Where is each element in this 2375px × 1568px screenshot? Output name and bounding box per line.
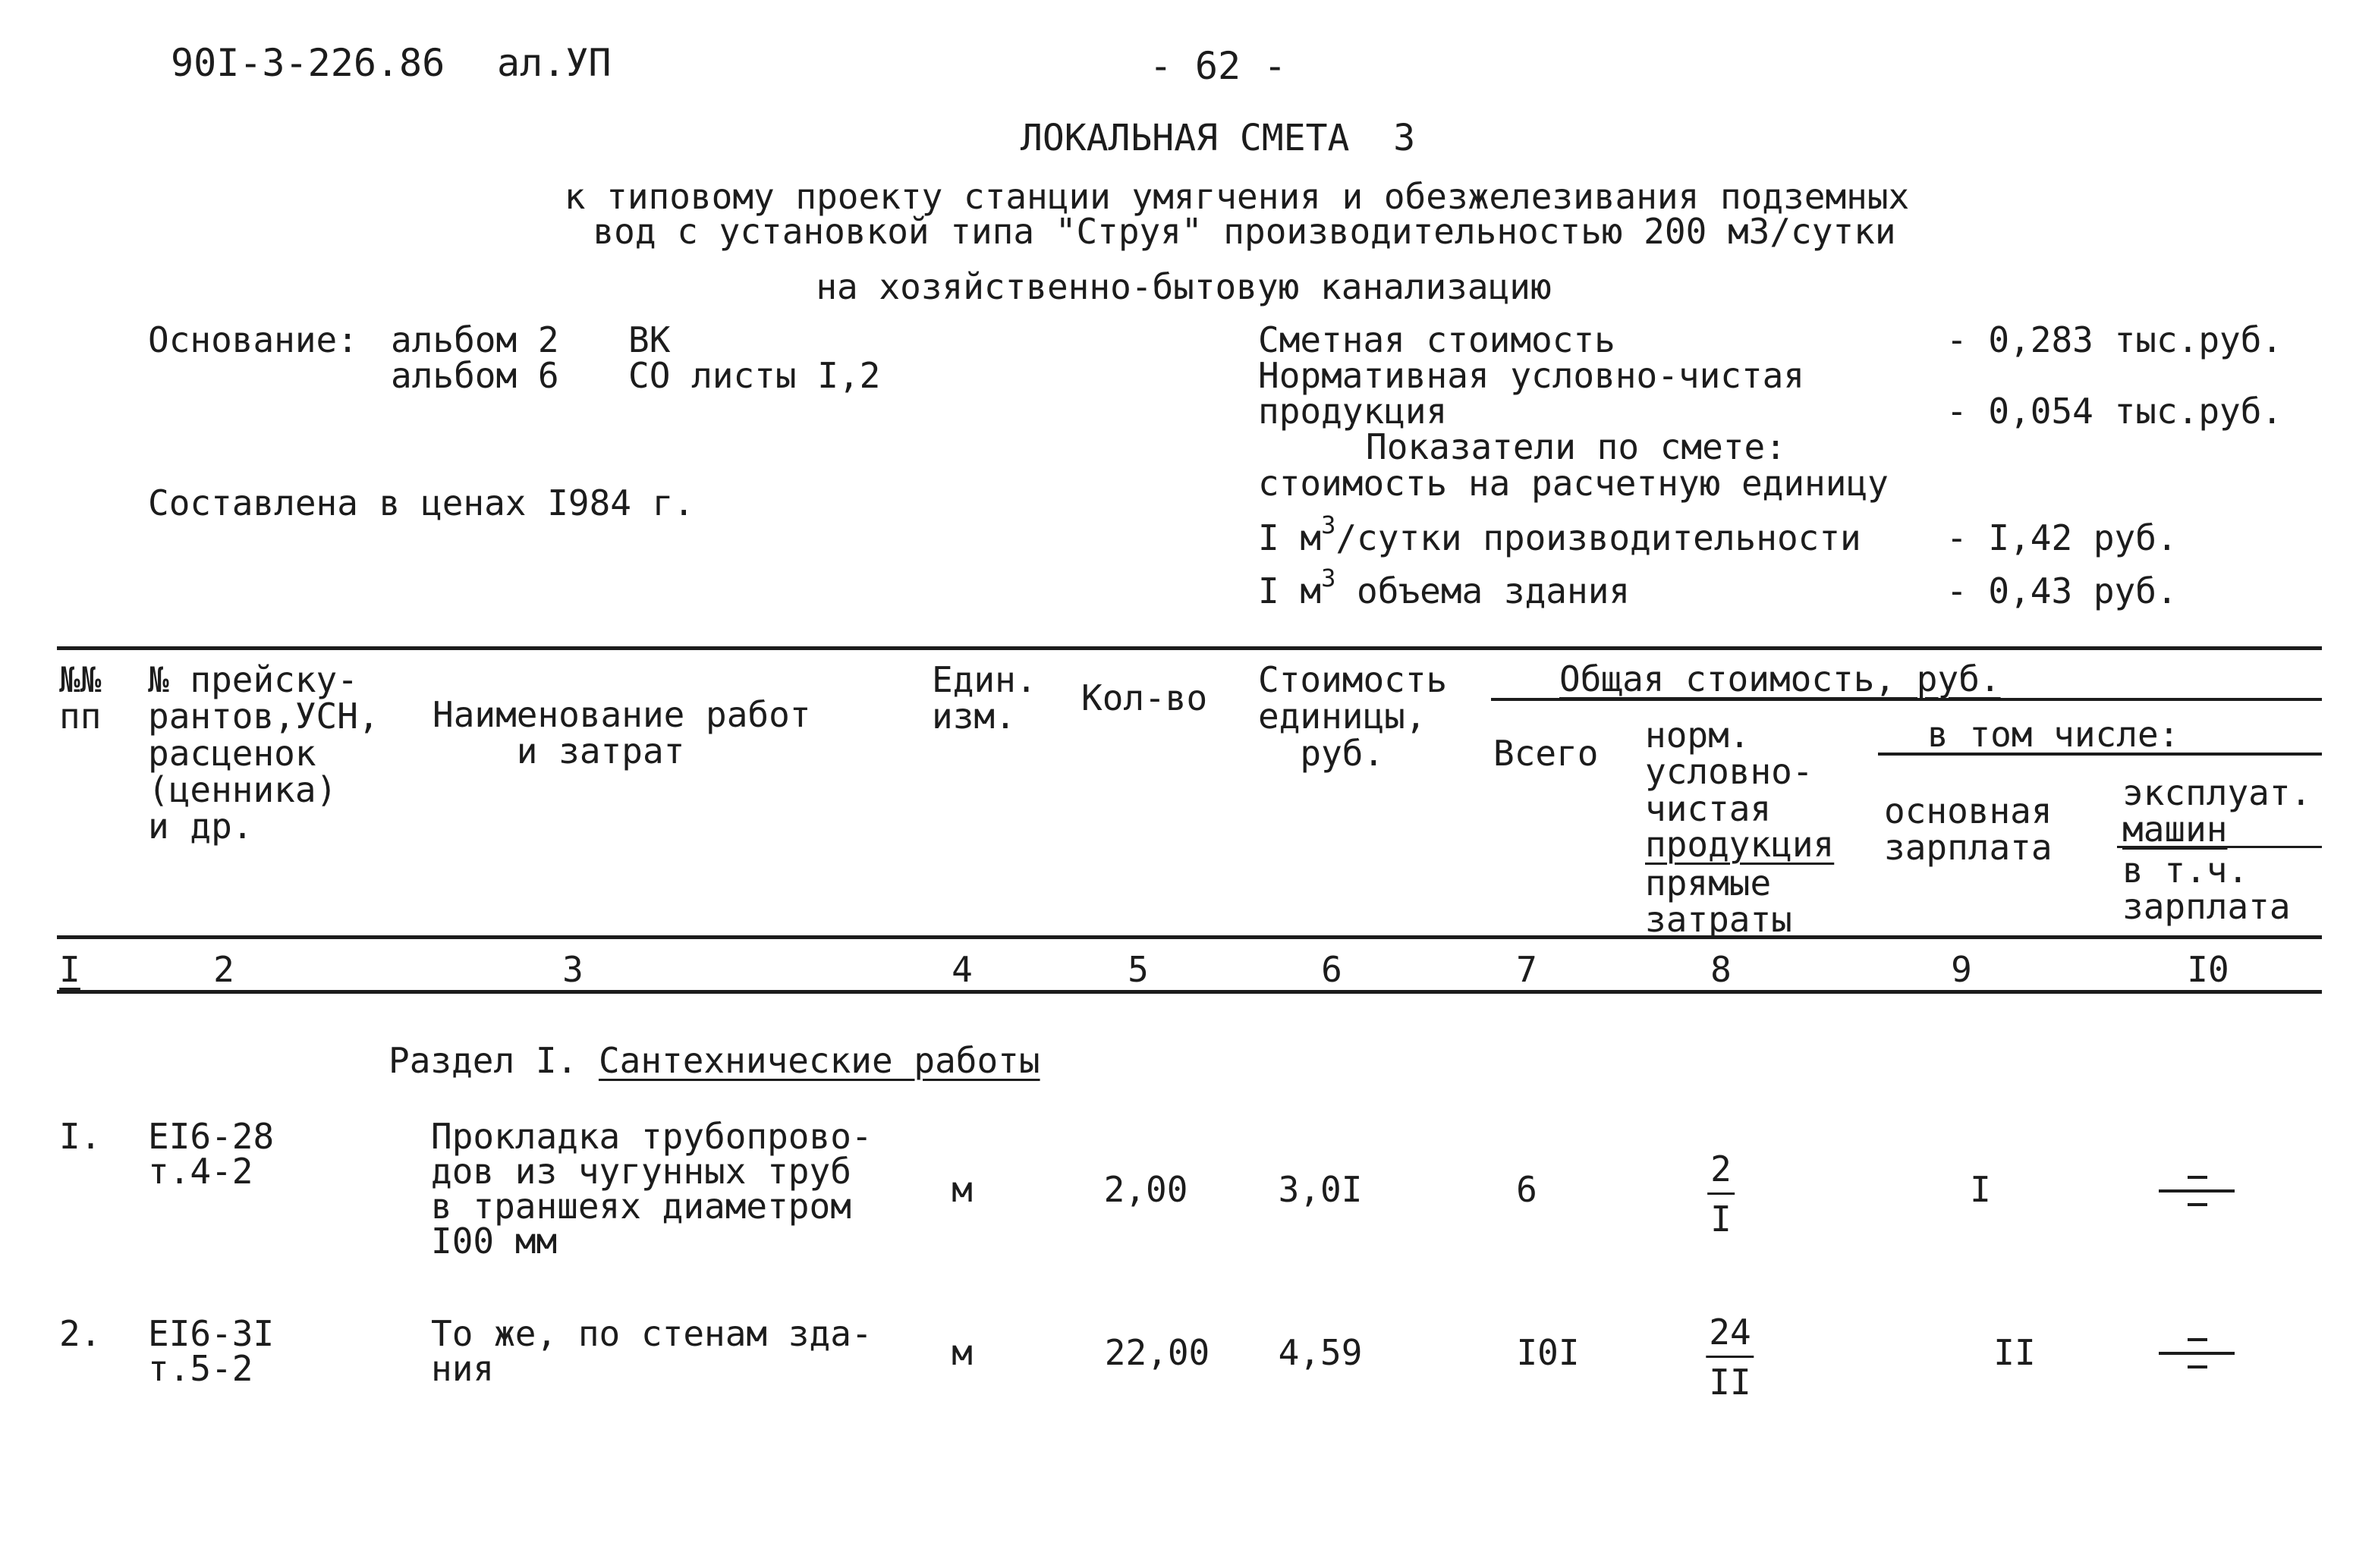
normative-label-2: продукция xyxy=(1258,391,1448,432)
row-1-base-wage: I xyxy=(1970,1169,1991,1210)
header-work-name: Наименование работ и затрат xyxy=(433,694,811,772)
row-1-total: 6 xyxy=(1516,1169,1537,1210)
row-2-number: 2. xyxy=(59,1313,102,1354)
row-1-machine-dash xyxy=(2159,1167,2235,1212)
col-number-10: I0 xyxy=(2187,949,2229,990)
indicator-volume-label: I $м^3$ объема здания xyxy=(1258,564,1631,611)
document-title: ЛОКАЛЬНАЯ СМЕТА 3 xyxy=(1020,117,1416,159)
basis-album-2-mark: СО листы I,2 xyxy=(628,355,881,396)
header-total: Всего xyxy=(1493,733,1599,774)
row-1-name: Прокладка трубопрово- дов из чугунных труб в траншеях диаметром I00 мм xyxy=(431,1116,873,1262)
row-1-norm-direct: $\frac{2}{I}$ xyxy=(1707,1149,1735,1240)
col-numbers-rule xyxy=(57,990,2322,994)
row-1-number: I. xyxy=(59,1116,102,1157)
header-norm-products-mid: продукция xyxy=(1645,824,1835,865)
row-1-code: EI6-28 т.4-2 xyxy=(148,1116,275,1192)
indicator-capacity-label: I $м^3$/сутки производительности xyxy=(1258,511,1861,558)
title-line-1: к типовому проекту станции умягчения и обезжелезивания подземных xyxy=(564,176,1910,217)
col-number-5: 5 xyxy=(1128,949,1149,990)
row-2-norm-direct: $\frac{24}{II}$ xyxy=(1706,1312,1754,1403)
title-line-2: вод с установкой типа "Струя" производительностью 200 м3/сутки xyxy=(593,211,1896,252)
row-2-unit: м xyxy=(952,1332,973,1373)
indicators-title: Показатели по смете: xyxy=(1366,426,1786,467)
estimated-cost-label: Сметная стоимость xyxy=(1258,319,1615,360)
row-2-total: I0I xyxy=(1516,1332,1580,1373)
header-total-group: Общая стоимость, руб. xyxy=(1559,658,2001,699)
prices-year: Составлена в ценах I984 г. xyxy=(148,482,695,523)
section-title: Раздел I. Сантехнические работы xyxy=(388,1040,1040,1081)
album-code: ал.УП xyxy=(497,41,612,85)
row-2-base-wage: II xyxy=(1993,1332,2036,1373)
header-machine-operation: эксплуат. xyxy=(2122,772,2312,813)
unit-cost-label: стоимость на расчетную единицу xyxy=(1258,463,1889,504)
row-2-code: EI6-3I т.5-2 xyxy=(148,1313,275,1389)
header-base-wage: основная зарплата xyxy=(1884,790,2053,869)
row-1-unit: м xyxy=(952,1169,973,1210)
col-number-8: 8 xyxy=(1710,949,1732,990)
header-unit: Един. изм. xyxy=(932,659,1037,737)
header-unit-cost: Стоимость единицы, руб. xyxy=(1258,659,1448,774)
basis-album-1-mark: ВК xyxy=(628,319,671,360)
basis-album-1: альбом 2 xyxy=(391,319,559,360)
page-number: - 62 - xyxy=(1149,44,1287,88)
col-number-3: 3 xyxy=(562,949,584,990)
basis-album-2: альбом 6 xyxy=(391,355,559,396)
table-top-rule xyxy=(57,646,2322,650)
header-price-list: № прейску- рантов,УСН, расценок (ценника) и др. xyxy=(148,659,379,847)
title-line-3: на хозяйственно-бытовую канализацию xyxy=(816,266,1552,307)
normative-value: - 0,054 тыс.руб. xyxy=(1946,391,2283,432)
normative-label-1: Нормативная условно-чистая xyxy=(1258,355,1805,396)
col-number-2: 2 xyxy=(213,949,234,990)
header-direct-costs: прямые затраты xyxy=(1645,863,1792,941)
row-2-machine-dash xyxy=(2159,1329,2235,1375)
row-1-quantity: 2,00 xyxy=(1103,1169,1188,1210)
col-number-4: 4 xyxy=(952,949,973,990)
header-quantity: Кол-во xyxy=(1081,677,1208,718)
col-number-7: 7 xyxy=(1516,949,1537,990)
header-incl-group: в том числе: xyxy=(1927,714,2180,755)
col-number-1: I xyxy=(59,949,80,990)
header-machine-operation-mid: машин xyxy=(2122,809,2228,850)
row-1-unit-cost: 3,0I xyxy=(1278,1169,1363,1210)
row-2-quantity: 22,00 xyxy=(1104,1332,1210,1373)
header-norm-products: норм. условно- чистая xyxy=(1645,715,1813,829)
col-number-6: 6 xyxy=(1321,949,1342,990)
header-machine-wage: в т.ч. зарплата xyxy=(2122,850,2291,928)
row-2-unit-cost: 4,59 xyxy=(1278,1332,1363,1373)
row-2-name: То же, по стенам зда- ния xyxy=(431,1313,873,1389)
indicator-volume-value: - 0,43 руб. xyxy=(1946,570,2178,611)
col-number-9: 9 xyxy=(1951,949,1972,990)
indicator-capacity-value: - I,42 руб. xyxy=(1946,517,2178,558)
header-item-number: №№ пп xyxy=(59,659,102,737)
header-bottom-rule xyxy=(57,935,2322,939)
document-code: 90I-3-226.86 xyxy=(171,41,445,85)
estimated-cost-value: - 0,283 тыс.руб. xyxy=(1946,319,2283,360)
basis-label: Основание: xyxy=(148,319,358,360)
